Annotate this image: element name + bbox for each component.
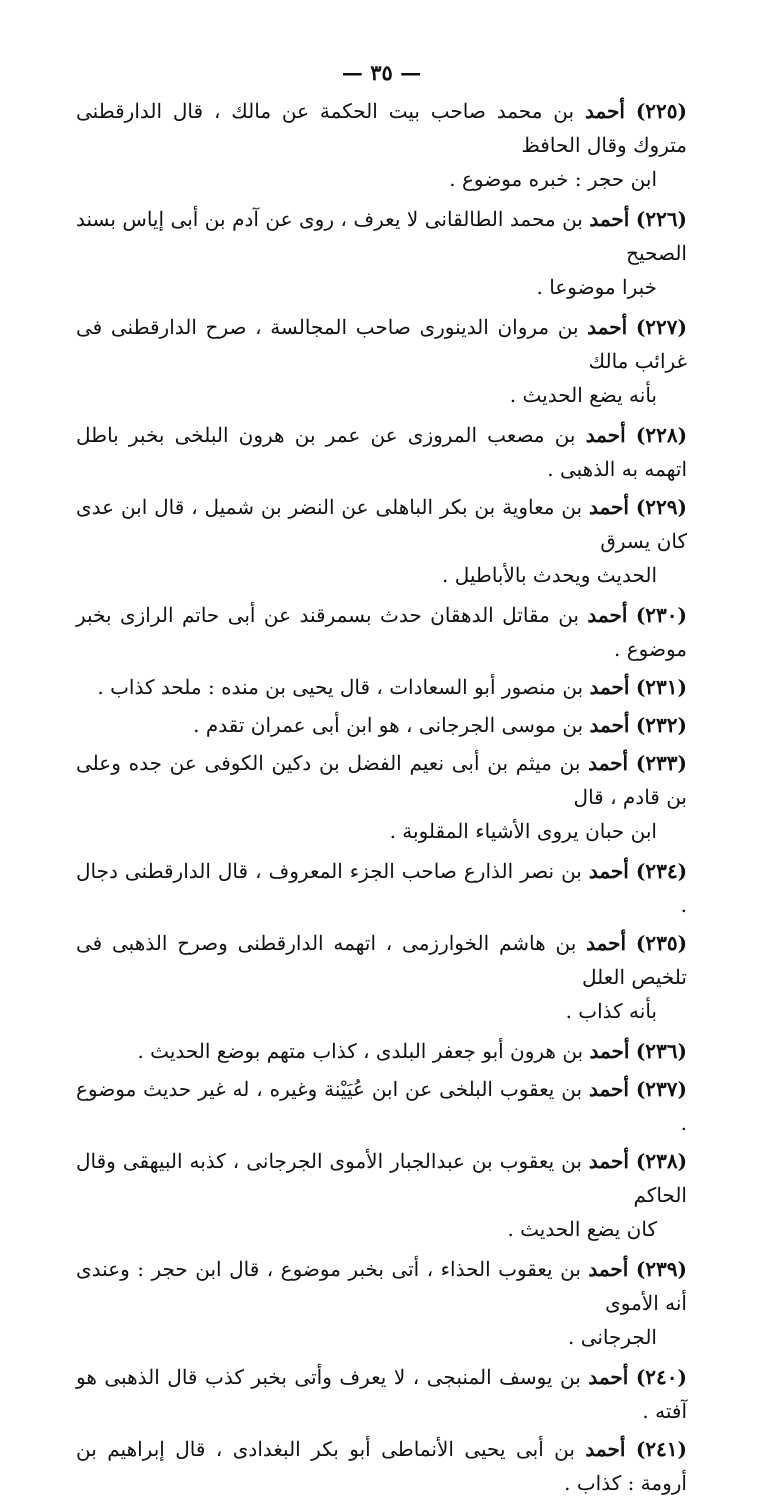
entry: [76, 854, 687, 922]
entry: [76, 746, 687, 848]
entry-continuation: ابن حبان يروى الأشياء المقلوبة .: [389, 819, 657, 843]
entry-text: بن محمد الطالقانى لا يعرف ، روى عن آدم بن أبى إياس بسند الصحيح: [76, 207, 687, 265]
entry-headword: أحمد: [589, 675, 630, 699]
entry-continuation: ابن حجر : خبره موضوع .: [449, 167, 657, 191]
entry-text: بن هرون أبو جعفر البلدى ، كذاب متهم بوضع الحديث .: [137, 1039, 584, 1063]
entry-text: بن يعقوب الحذاء ، أتى بخبر موضوع ، قال ابن حجر : وعندى أنه الأموى: [76, 1257, 687, 1315]
entry-number: (٢٤٠): [635, 1365, 687, 1389]
entry: [76, 490, 687, 592]
entry-text: بن محمد صاحب بيت الحكمة عن مالك ، قال الدارقطنى متروك وقال الحافظ: [76, 99, 687, 157]
entry-headword: أحمد: [588, 859, 629, 883]
entry-number: (٢٤١): [635, 1437, 688, 1461]
entry-headword: أحمد: [588, 1077, 629, 1101]
entry-text: بن مصعب المروزى عن عمر بن هرون البلخى بخبر باطل اتهمه به الذهبى .: [76, 423, 687, 481]
entry-text: بن مروان الدينورى صاحب المجالسة ، صرح الدارقطنى فى غرائب مالك: [76, 315, 687, 373]
entry-headword: أحمد: [587, 315, 628, 339]
entry-headword: أحمد: [587, 603, 628, 627]
entry: [76, 1360, 687, 1428]
entry-text: بن يوسف المنبجى ، لا يعرف وأتى بخبر كذب قال الذهبى هو آفته .: [76, 1365, 687, 1423]
entry-number: (٢٣٧): [635, 1077, 687, 1101]
entry-continuation: خبرا موضوعا .: [536, 275, 657, 299]
entry-text: بن يعقوب بن عبدالجبار الأموى الجرجانى ، كذبه البيهقى وقال الحاكم: [76, 1149, 687, 1207]
entry-number: (٢٣٦): [635, 1039, 687, 1063]
entry-text: بن أبى يحيى الأنماطى أبو بكر البغدادى ، قال إبراهيم بن أرومة : كذاب .: [76, 1437, 687, 1495]
entry: [76, 926, 687, 1028]
entry-number: (٢٢٨): [635, 423, 688, 447]
entry-headword: أحمد: [589, 1039, 630, 1063]
entry: [76, 1144, 687, 1246]
entry-number: (٢٢٧): [635, 315, 687, 339]
entry-headword: أحمد: [588, 751, 629, 775]
entry: [76, 1072, 687, 1140]
entry-continuation: بأنه يضع الحديث .: [509, 383, 657, 407]
entry-headword: أحمد: [585, 423, 626, 447]
entry: [76, 418, 687, 486]
entry-number: (٢٣٢): [635, 713, 687, 737]
entry-number: (٢٢٩): [635, 495, 687, 519]
entry-number: (٢٣٤): [635, 859, 688, 883]
entry-list: [76, 94, 687, 1500]
entry-number: (٢٣٩): [635, 1257, 688, 1281]
entry-headword: أحمد: [588, 1149, 629, 1173]
entry-text: بن منصور أبو السعادات ، قال يحيى بن منده : ملحد كذاب .: [97, 675, 584, 699]
entry-headword: أحمد: [585, 1437, 626, 1461]
entry-number: (٢٢٦): [635, 207, 688, 231]
entry: [76, 310, 687, 412]
entry-continuation: الحديث ويحدث بالأباطيل .: [442, 563, 657, 587]
entry: [76, 94, 687, 196]
page-number: — ٣٥ —: [341, 60, 422, 85]
entry-headword: أحمد: [589, 713, 630, 737]
entry-number: (٢٣٣): [635, 751, 688, 775]
entry-number: (٢٣١): [635, 675, 687, 699]
entry: [76, 670, 687, 704]
entry: [76, 202, 687, 304]
entry: [76, 1034, 687, 1068]
entry-number: (٢٢٥): [635, 99, 687, 123]
entry: [76, 1252, 687, 1354]
entry: [76, 708, 687, 742]
entry-text: بن هاشم الخوارزمى ، اتهمه الدارقطنى وصرح الذهبى فى تلخيص العلل: [76, 931, 687, 989]
entry-headword: أحمد: [584, 99, 625, 123]
entry-text: بن موسى الجرجانى ، هو ابن أبى عمران تقدم .: [193, 713, 584, 737]
entry-headword: أحمد: [589, 207, 630, 231]
entry: [76, 598, 687, 666]
entry-continuation: بأنه كذاب .: [565, 999, 657, 1023]
entry: [76, 1432, 687, 1500]
entry-headword: أحمد: [588, 1257, 629, 1281]
entry-headword: أحمد: [588, 495, 629, 519]
entry-text: بن ميثم بن أبى نعيم الفضل بن دكين الكوفى عن جده وعلى بن قادم ، قال: [76, 751, 687, 809]
entry-headword: أحمد: [588, 1365, 629, 1389]
entry-text: بن معاوية بن بكر الباهلى عن النضر بن شميل ، قال ابن عدى كان يسرق: [76, 495, 687, 553]
entry-number: (٢٣٠): [635, 603, 687, 627]
entry-text: بن مقاتل الدهقان حدث بسمرقند عن أبى حاتم الرازى بخبر موضوع .: [76, 603, 687, 661]
entry-number: (٢٣٨): [635, 1149, 688, 1173]
entry-text: بن يعقوب البلخى عن ابن عُيَيْنة وغيره ، له غير حديث موضوع .: [76, 1077, 687, 1135]
entry-continuation: الجرجانى .: [567, 1325, 657, 1349]
entry-continuation: كان يضع الحديث .: [507, 1217, 657, 1241]
entry-text: بن نصر الذارع صاحب الجزء المعروف ، قال الدارقطنى دجال .: [76, 859, 687, 917]
entry-headword: أحمد: [586, 931, 627, 955]
entry-number: (٢٣٥): [635, 931, 688, 955]
